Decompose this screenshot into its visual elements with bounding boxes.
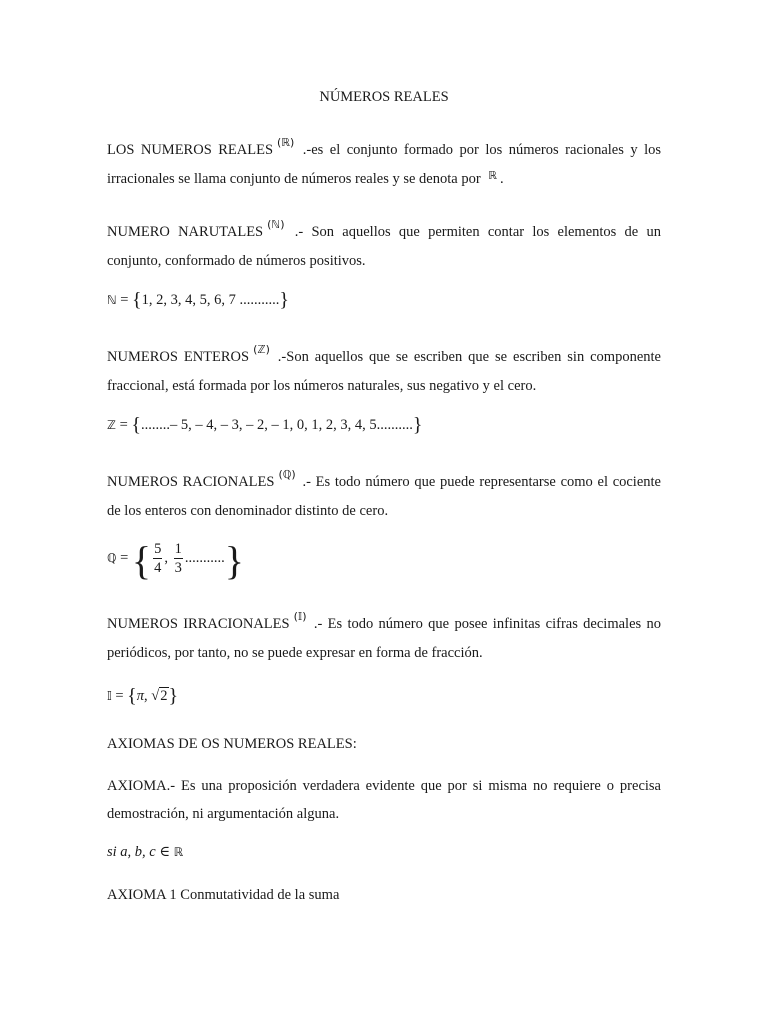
axioma-condition: si a, b, c ∈ ℝ [107,844,184,860]
irrationals-symbol: (𝕀) [293,610,307,623]
fraction-1-3: $\frac{1}{3}$ [174,541,182,577]
heading-irracionales: NUMEROS IRRACIONALES [107,616,290,632]
formula-naturales: ℕ = {1, 2, 3, 4, 5, 6, 7 ...........} [107,289,290,311]
formula-irracionales: 𝕀 = {π, √2} [107,685,179,707]
integers-symbol: (ℤ) [253,343,270,356]
reales-text-end: . [500,171,504,187]
paragraph-racionales [107,468,661,525]
paragraph-irracionales [107,610,661,667]
integers-lhs: ℤ [107,418,116,432]
heading-racionales: NUMEROS RACIONALES [107,474,275,490]
reals-symbol: (ℝ) [277,136,295,149]
reals-symbol-condition: ℝ [173,845,184,859]
axiomas-heading: AXIOMAS DE OS NUMEROS REALES: [107,736,357,752]
axioma-definition: AXIOMA.- Es una proposición verdadera evidente que por si misma no requiere o precisa demostración, ni argumentación alguna. [107,778,661,822]
naturals-symbol: (ℕ) [267,218,285,231]
reales-text: .-es el conjunto formado por los números racionales y los irracionales se llama conjunto de números reales y se denota por [107,142,661,187]
sqrt-two: 2 [160,688,168,704]
heading-reales: LOS NUMEROS REALES [107,142,274,158]
formula-enteros: ℤ = {........– 5, – 4, – 3, – 2, – 1, 0, 1, 2, 3, 4, 5..........} [107,414,423,436]
pi-symbol: π [136,688,145,704]
axioma-1-heading: AXIOMA 1 Conmutatividad de la suma [107,887,340,903]
rationals-lhs: ℚ [107,551,117,565]
fraction-5-4: $\frac{5}{4}$ [154,541,162,577]
heading-naturales: NUMERO NARUTALES [107,224,264,240]
rationals-dots: ........... [184,550,225,566]
integers-set: ........– 5, – 4, – 3, – 2, – 1, 0, 1, 2, 3, 4, 5.......... [140,417,413,433]
page-title: NÚMEROS REALES [319,89,449,105]
racionales-text: .- Es todo número que puede representarse como el cociente de los enteros con denominador distinto de cero. [107,474,661,519]
reals-symbol-inline: ℝ [488,169,497,182]
enteros-text: .-Son aquellos que se escriben que se escriben sin componente fraccional, está formada por los números naturales, sus negativo y el cero. [107,349,661,394]
irrationals-lhs: 𝕀 [107,689,112,703]
rationals-symbol: (ℚ) [278,468,296,481]
naturales-text: .- Son aquellos que permiten contar los elementos de un conjunto, conformado de números positivos. [107,224,661,269]
naturals-set: 1, 2, 3, 4, 5, 6, 7 ........... [141,292,280,308]
irracionales-text: .- Es todo número que posee infinitas cifras decimales no periódicos, por tanto, no se puede expresar en forma de fracción. [107,616,661,661]
paragraph-enteros [107,343,661,400]
formula-racionales: ℚ = { $\frac{5}{4}$ , $\frac{1}{3}$ ...........} [107,538,244,583]
paragraph-reales [107,136,661,194]
paragraph-naturales [107,218,661,275]
naturals-lhs: ℕ [107,293,117,307]
heading-enteros: NUMEROS ENTEROS [107,349,250,365]
